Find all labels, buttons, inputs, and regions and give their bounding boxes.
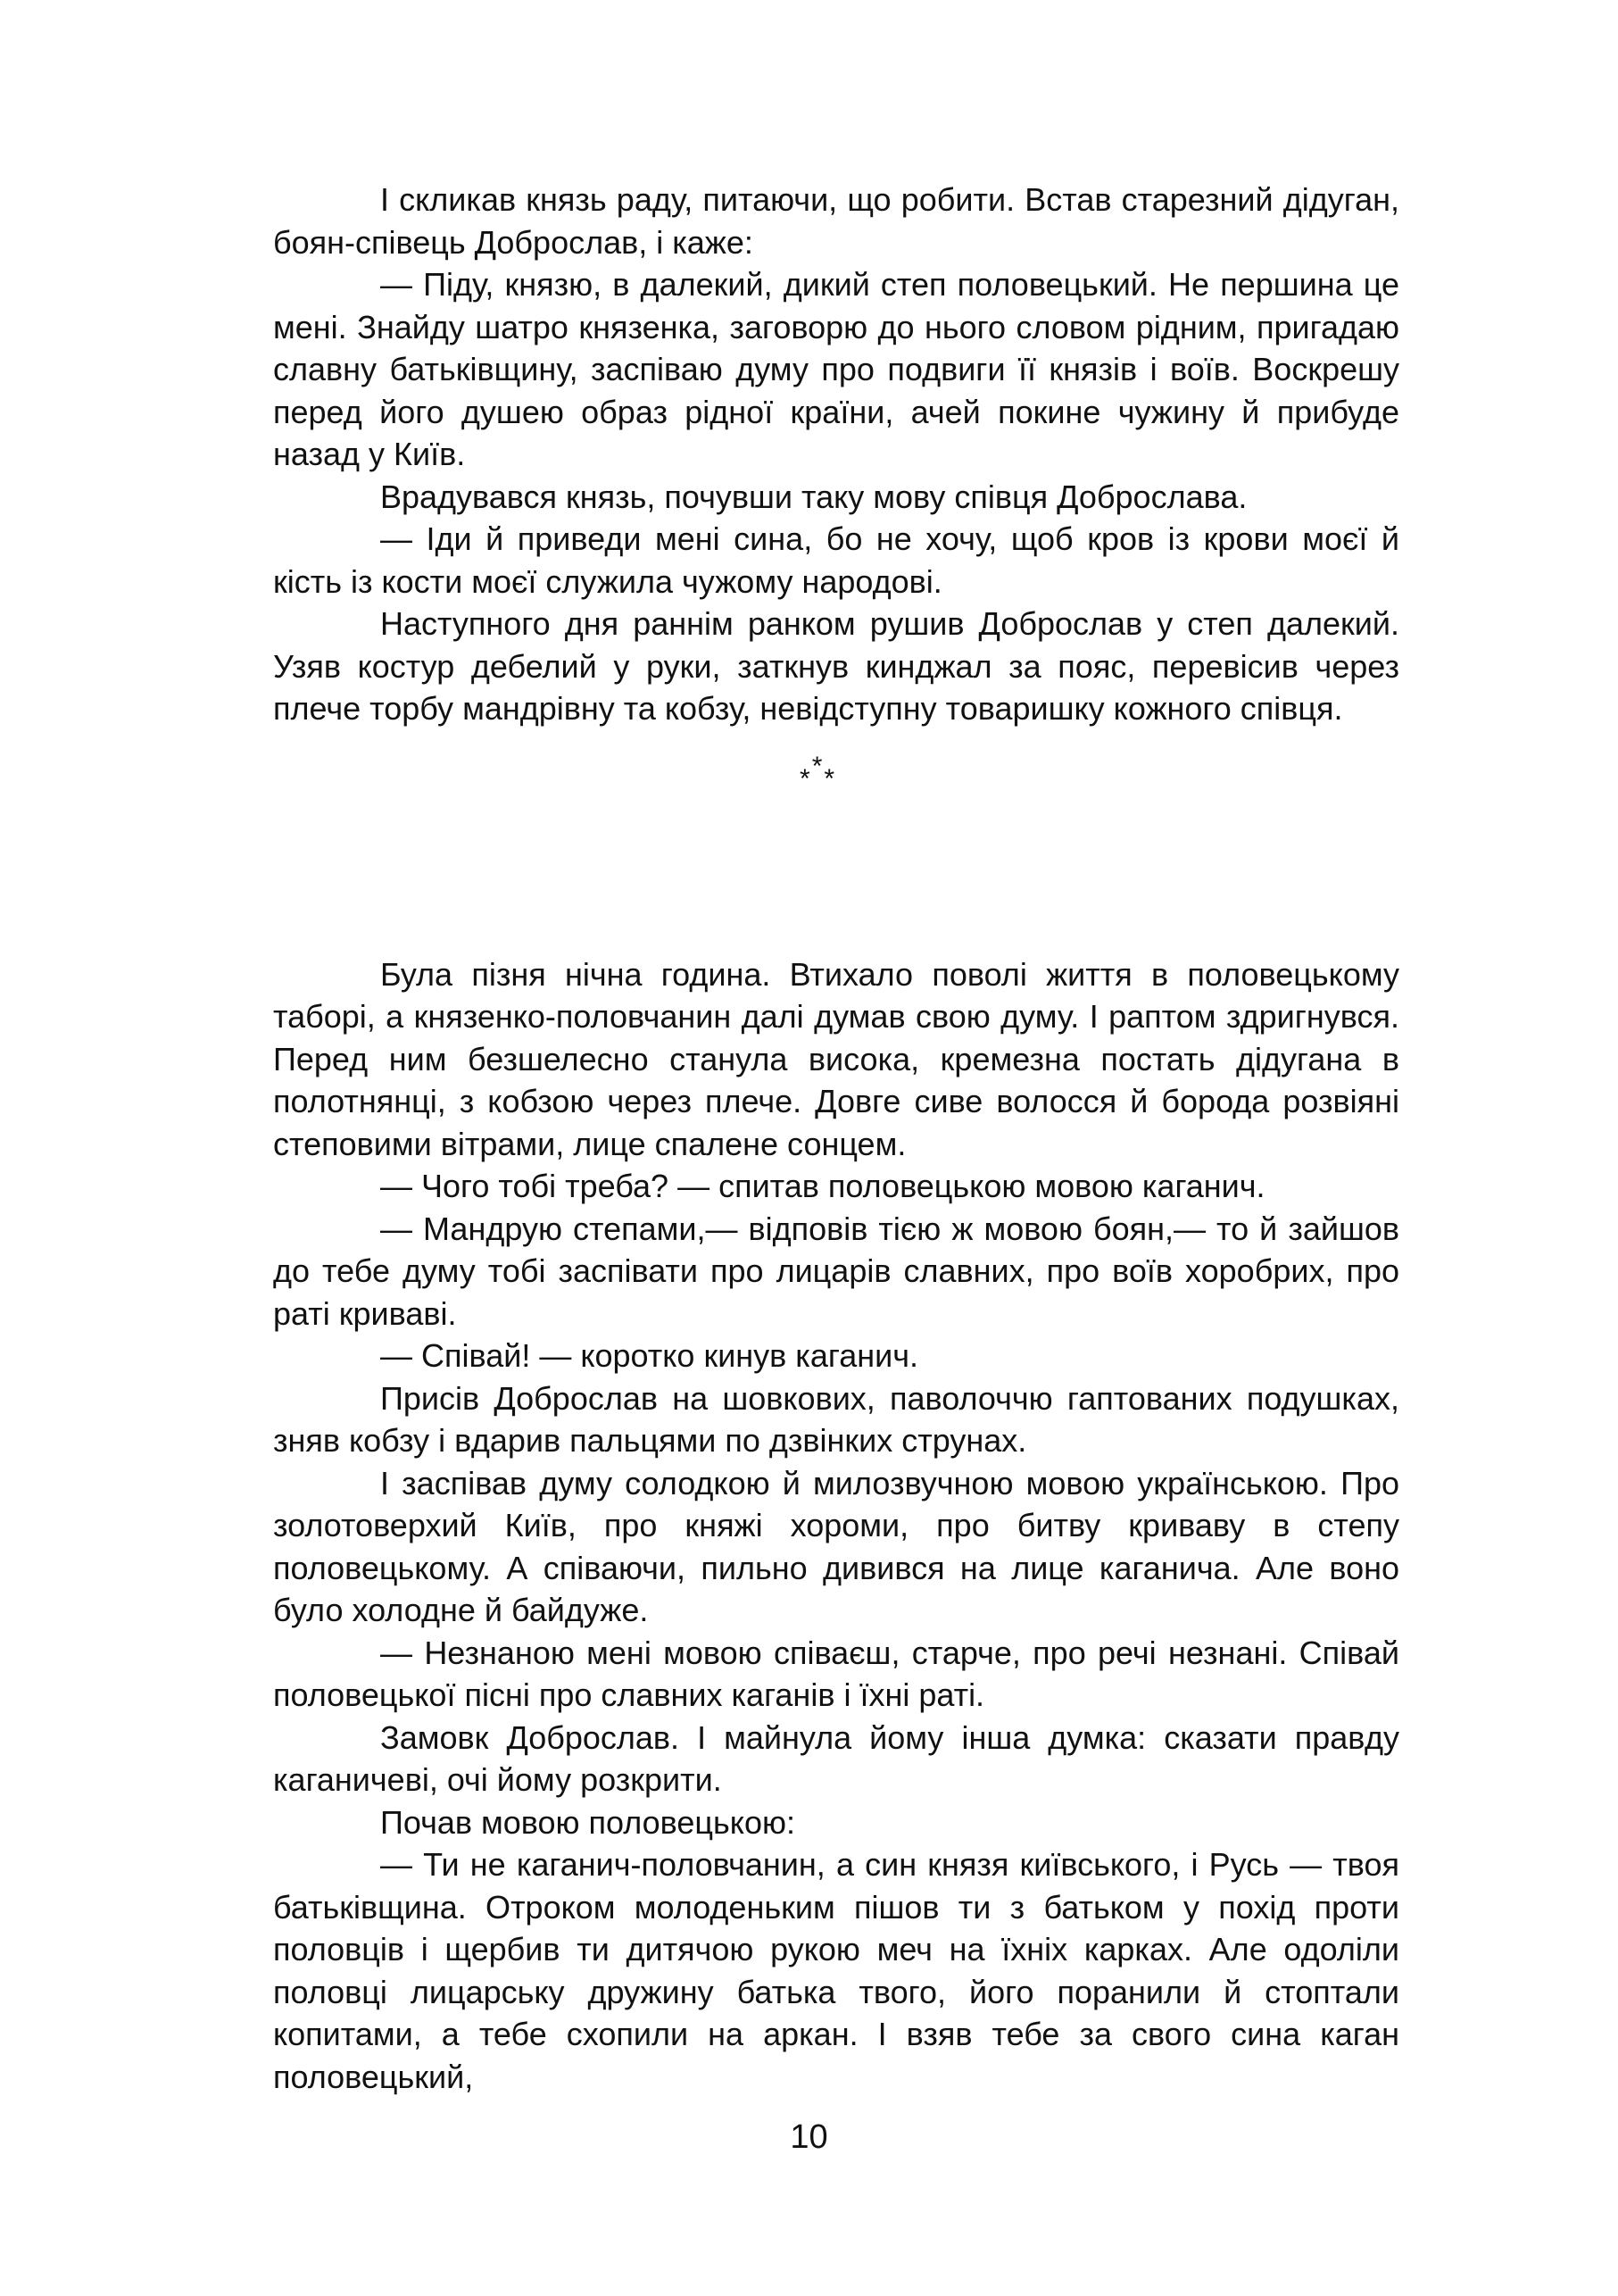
- paragraph: Присів Доброслав на шовкових, паволоччю гаптованих подушках, зняв кобзу і вдарив пальцями по дзвінких струнах.: [273, 1379, 1399, 1459]
- page-body: [273, 179, 1399, 2098]
- paragraph: — Мандрую степами,— відповів тією ж мовою боян,— то й зайшов до тебе думу тобі заспівати про лицарів славних, про воїв хоробрих, про раті криваві.: [273, 1210, 1399, 1332]
- asterism: [800, 751, 837, 794]
- paragraph: І скликав князь раду, питаючи, що робити. Встав старезний дідуган, боян-співець Доброслав, і каже:: [273, 181, 1399, 261]
- paragraph: — Незнаною мені мовою співаєш, старче, про речі незнані. Співай половецької пісні про славних каганів і їхні раті.: [273, 1634, 1399, 1713]
- separator-star: *: [800, 763, 812, 794]
- page-number: 10: [790, 2118, 828, 2156]
- paragraph: Врадувався князь, почувши таку мову співця Доброслава.: [380, 478, 1248, 515]
- paragraph: — Іди й приведи мені сина, бо не хочу, щоб кров із крови моєї й кість із кости моєї служила чужому народові.: [273, 520, 1399, 600]
- section-separator: [273, 730, 1399, 828]
- paragraph: — Ти не каганич-половчанин, а син князя київського, і Русь — твоя батьківщина. Отроком молоденьким пішов ти з батьком у похід проти половців і щербив ти дитячою рукою меч на їхніх карках. Але одоліли половці лицарську дружину батька твого, його поранили й стоптали копитами, а тебе схопили на аркан. І взяв тебе за свого сина каган половецький,: [273, 1846, 1399, 2095]
- paragraph: — Піду, князю, в далекий, дикий степ половецький. Не першина це мені. Знайду шатро князенка, заговорю до нього словом рідним, пригадаю славну батьківщину, заспіваю думу про подвиги її князів і воїв. Воскрешу перед його душею образ рідної країни, ачей покине чужину й прибуде назад у Київ.: [273, 266, 1399, 472]
- paragraph: Почав мовою половецькою:: [380, 1803, 795, 1841]
- paragraph: І заспівав думу солодкою й милозвучною мовою українською. Про золотоверхий Київ, про княжі хороми, про битву криваву в степу половецькому. А співаючи, пильно дивився на лице каганича. Але воно було холодне й байдуже.: [273, 1464, 1399, 1628]
- separator-star: *: [811, 751, 825, 781]
- separator-star: *: [824, 763, 837, 794]
- paragraph: Була пізня нічна година. Втихало поволі життя в половецькому таборі, а князенко-половчанин далі думав свою думу. І раптом здригнувся. Перед ним безшелесно станула висока, кремезна постать дідугана в полотнянці, з кобзою через плече. Довге сиве волосся й борода розвіяні степовими вітрами, лице спалене сонцем.: [273, 955, 1399, 1162]
- paragraph: Замовк Доброслав. І майнула йому інша думка: сказати правду каганичеві, очі йому розкрити.: [273, 1718, 1399, 1798]
- paragraph: — Співай! — коротко кинув каганич.: [380, 1337, 918, 1374]
- paragraph: — Чого тобі треба? — спитав половецькою мовою каганич.: [380, 1168, 1265, 1204]
- paragraph: Наступного дня раннім ранком рушив Доброслав у степ далекий. Узяв костур дебелий у руки, заткнув кинджал за пояс, перевісив через плече торбу мандрівну та кобзу, невідступну товаришку кожного співця.: [273, 605, 1399, 727]
